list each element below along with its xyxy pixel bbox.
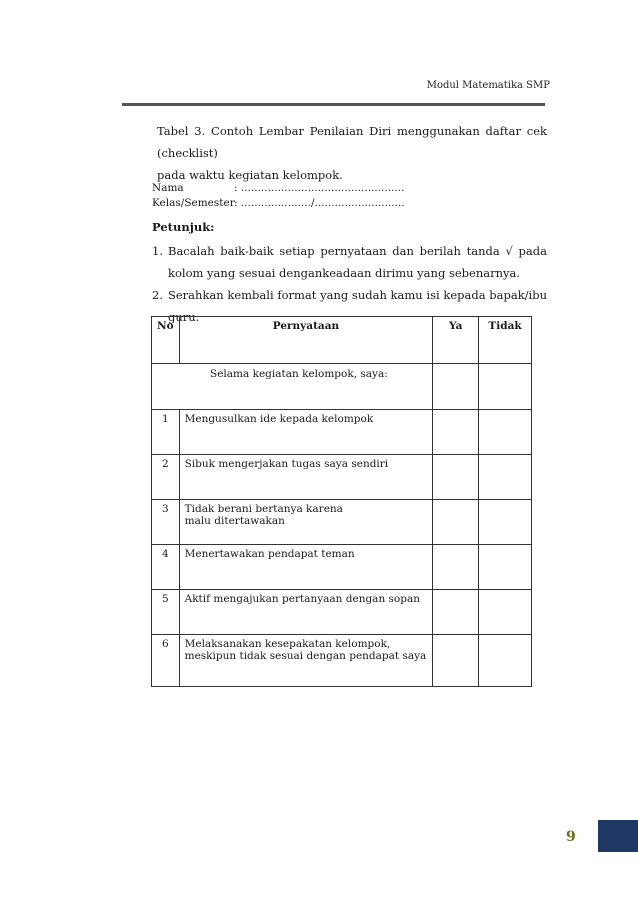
table-row	[152, 590, 532, 635]
header-no-answer: Tidak	[479, 317, 532, 364]
row-number: 5	[152, 590, 180, 635]
caption-line-2: pada waktu kegiatan kelompok.	[157, 168, 343, 182]
header-statement: Pernyataan	[179, 317, 433, 364]
page-number: 9	[566, 829, 576, 845]
intro-text: Selama kegiatan kelompok, saya:	[210, 368, 388, 380]
check-cell-yes[interactable]	[433, 500, 479, 545]
instruction-text: Serahkan kembali format yang sudah kamu isi kepada bapak/ibu guru.	[168, 288, 547, 324]
class-row	[152, 196, 405, 211]
table-intro-row	[152, 364, 532, 410]
table-caption	[157, 120, 547, 186]
row-number: 6	[152, 635, 180, 687]
header-yes: Ya	[433, 317, 479, 364]
row-statement: Melaksanakan kesepakatan kelompok, meskipun tidak sesuai dengan pendapat saya	[179, 635, 433, 687]
header-divider	[122, 103, 545, 106]
table-row	[152, 455, 532, 500]
row-statement: Tidak berani bertanya karena malu ditertawakan	[179, 500, 433, 545]
check-cell-yes[interactable]	[433, 364, 479, 410]
check-cell-no[interactable]	[479, 410, 532, 455]
self-assessment-table	[151, 316, 532, 687]
check-cell-yes[interactable]	[433, 590, 479, 635]
check-cell-no[interactable]	[479, 364, 532, 410]
check-cell-no[interactable]	[479, 500, 532, 545]
row-number: 1	[152, 410, 180, 455]
name-field: : .................................................	[234, 182, 405, 194]
row-number: 2	[152, 455, 180, 500]
name-row	[152, 181, 405, 196]
page-accent-tab	[598, 820, 638, 852]
instructions-list	[152, 240, 547, 328]
check-cell-yes[interactable]	[433, 635, 479, 687]
instruction-item	[152, 240, 547, 284]
header-no: No	[152, 317, 180, 364]
instruction-number: 2.	[152, 288, 163, 302]
check-cell-no[interactable]	[479, 545, 532, 590]
row-statement: Aktif mengajukan pertanyaan dengan sopan	[179, 590, 433, 635]
table-row	[152, 545, 532, 590]
table-row	[152, 410, 532, 455]
instruction-number: 1.	[152, 244, 163, 258]
instruction-text: Bacalah baik-baik setiap pernyataan dan berilah tanda √ pada kolom yang sesuai dengankeadaan dirimu yang sebenarnya.	[168, 244, 547, 280]
check-cell-yes[interactable]	[433, 455, 479, 500]
check-cell-no[interactable]	[479, 455, 532, 500]
header-title: Modul Matematika SMP	[426, 80, 550, 91]
class-label: Kelas/Semester	[152, 196, 235, 209]
row-statement: Mengusulkan ide kepada kelompok	[179, 410, 433, 455]
row-number: 4	[152, 545, 180, 590]
table-row	[152, 635, 532, 687]
instructions-title: Petunjuk:	[152, 220, 215, 234]
row-statement: Menertawakan pendapat teman	[179, 545, 433, 590]
check-cell-yes[interactable]	[433, 545, 479, 590]
check-cell-no[interactable]	[479, 590, 532, 635]
caption-line-1: Tabel 3. Contoh Lembar Penilaian Diri menggunakan daftar cek (checklist)	[157, 124, 547, 160]
class-field: : ...................../...........................	[234, 196, 405, 209]
row-number: 3	[152, 500, 180, 545]
table-header-row	[152, 317, 532, 364]
table-row	[152, 500, 532, 545]
identity-block	[152, 181, 405, 210]
check-cell-no[interactable]	[479, 635, 532, 687]
row-statement: Sibuk mengerjakan tugas saya sendiri	[179, 455, 433, 500]
name-label: Nama	[152, 182, 184, 194]
intro-cell	[152, 364, 433, 410]
check-cell-yes[interactable]	[433, 410, 479, 455]
